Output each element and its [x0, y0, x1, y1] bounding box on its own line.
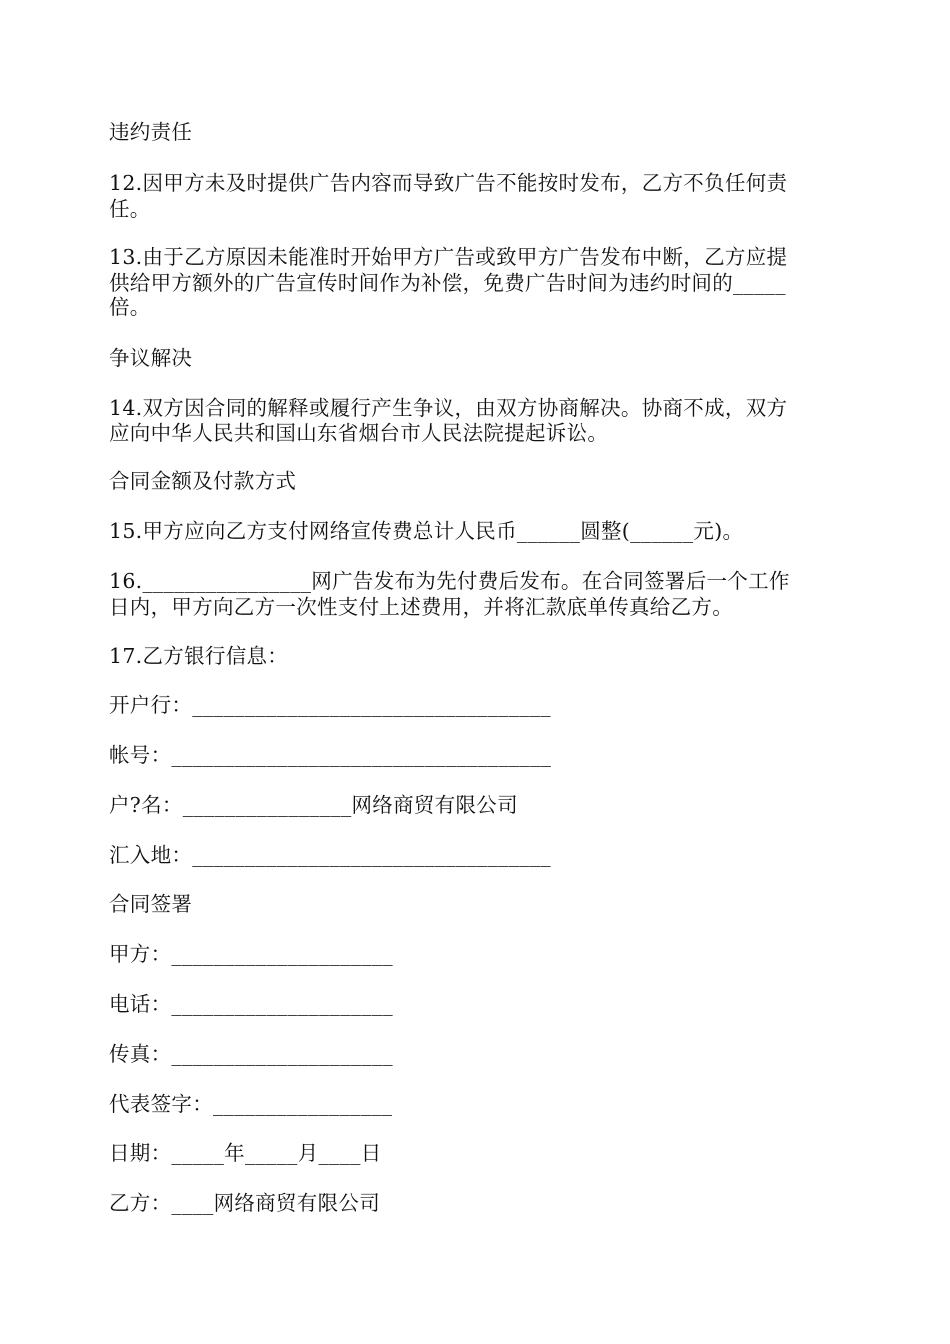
clause-13-line-3: 倍。	[109, 295, 151, 319]
heading-contract-signing: 合同签署	[109, 892, 193, 916]
clause-14-line-2: 应向中华人民共和国山东省烟台市人民法院提起诉讼。	[109, 421, 609, 445]
representative-signature-field: 代表签字：_________________	[109, 1092, 393, 1116]
clause-17-bank-info: 17.乙方银行信息：	[109, 644, 289, 668]
clause-12-line-1: 12.因甲方未及时提供广告内容而导致广告不能按时发布，乙方不负任何责	[109, 171, 788, 195]
clause-14-line-1: 14.双方因合同的解释或履行产生争议，由双方协商解决。协商不成，双方	[109, 396, 788, 420]
party-a-field: 甲方：_____________________	[109, 942, 393, 966]
bank-name-field: 开户行：__________________________________	[109, 693, 551, 717]
fax-field: 传真：_____________________	[109, 1042, 393, 1066]
account-number-field: 帐号：____________________________________	[109, 743, 552, 767]
date-field: 日期：_____年_____月____日	[109, 1141, 382, 1165]
clause-16-line-2: 日内，甲方向乙方一次性支付上述费用，并将汇款底单传真给乙方。	[109, 595, 733, 619]
account-holder-field: 户?名：________________网络商贸有限公司	[109, 793, 518, 817]
clause-16-line-1: 16.________________网广告发布为先付费后发布。在合同签署后一个工作	[109, 569, 790, 593]
phone-field: 电话：_____________________	[109, 992, 393, 1016]
clause-13-line-2: 供给甲方额外的广告宣传时间作为补偿，免费广告时间为违约时间的_____	[109, 271, 786, 295]
clause-13-line-1: 13.由于乙方原因未能准时开始甲方广告或致甲方广告发布中断，乙方应提	[109, 245, 788, 269]
party-b-field: 乙方：____网络商贸有限公司	[109, 1191, 380, 1215]
clause-15: 15.甲方应向乙方支付网络宣传费总计人民币______圆整(______元)。	[109, 519, 744, 543]
heading-breach-liability: 违约责任	[109, 120, 193, 144]
heading-dispute-resolution: 争议解决	[109, 346, 193, 370]
remit-location-field: 汇入地：__________________________________	[109, 843, 551, 867]
heading-contract-amount: 合同金额及付款方式	[109, 469, 297, 493]
clause-12-line-2: 任。	[109, 197, 151, 221]
